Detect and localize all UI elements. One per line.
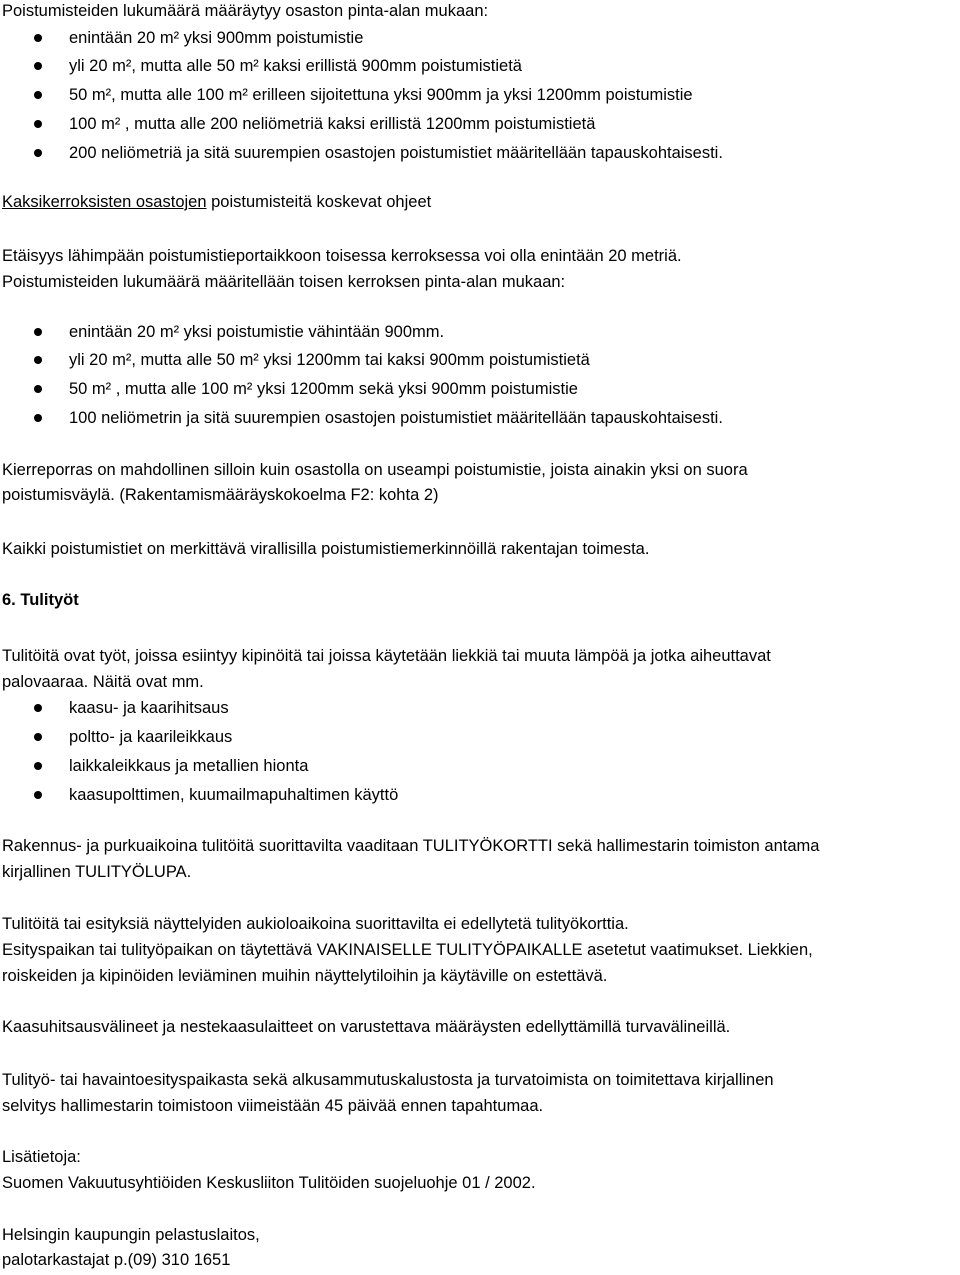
bullet-icon	[34, 91, 42, 99]
list-item: yli 20 m², mutta alle 50 m² kaksi erillistä 900mm poistumistietä	[69, 57, 522, 75]
paragraph-line: palovaaraa. Näitä ovat mm.	[2, 673, 204, 691]
paragraph-line: Rakennus- ja purkuaikoina tulitöitä suorittavilta vaaditaan TULITYÖKORTTI sekä hallimestarin toimiston antama	[2, 837, 820, 855]
section-heading	[2, 192, 431, 212]
bullet-icon	[34, 34, 42, 42]
contact-line: palotarkastajat p.(09) 310 1651	[2, 1251, 231, 1269]
list-item: 100 m² , mutta alle 200 neliömetriä kaksi erillistä 1200mm poistumistietä	[69, 115, 596, 133]
list-item: kaasu- ja kaarihitsaus	[69, 699, 229, 717]
paragraph-line: Tulitöitä ovat työt, joissa esiintyy kipinöitä tai joissa käytetään liekkiä tai muuta lämpöä ja jotka aiheuttavat	[2, 647, 771, 665]
bullet-icon	[34, 149, 42, 157]
list-item: poltto- ja kaarileikkaus	[69, 728, 233, 746]
list-item: enintään 20 m² yksi poistumistie vähintään 900mm.	[69, 323, 445, 341]
paragraph-line: kirjallinen TULITYÖLUPA.	[2, 863, 192, 881]
contact-line: Helsingin kaupungin pelastuslaitos,	[2, 1226, 260, 1244]
bullet-icon	[34, 704, 42, 712]
intro2-text: Poistumisteiden lukumäärä määritellään toisen kerroksen pinta-alan mukaan:	[2, 273, 566, 291]
list-item: yli 20 m², mutta alle 50 m² yksi 1200mm tai kaksi 900mm poistumistietä	[69, 351, 590, 369]
heading-rest: poistumisteitä koskevat ohjeet	[206, 193, 432, 211]
list-item: 50 m² , mutta alle 100 m² yksi 1200mm sekä yksi 900mm poistumistie	[69, 380, 578, 398]
paragraph-line: Tulityö- tai havaintoesityspaikasta sekä alkusammutuskalustosta ja turvatoimista on toimitettava kirjallinen	[2, 1071, 774, 1089]
paragraph-line: poistumisväylä. (Rakentamismääräyskokoelma F2: kohta 2)	[2, 486, 439, 504]
list-item: kaasupolttimen, kuumailmapuhaltimen käyttö	[69, 786, 399, 804]
bullet-icon	[34, 733, 42, 741]
bullet-icon	[34, 62, 42, 70]
paragraph-line: selvitys hallimestarin toimistoon viimeistään 45 päivää ennen tapahtumaa.	[2, 1097, 544, 1115]
bullet-icon	[34, 385, 42, 393]
list-item: 200 neliömetriä ja sitä suurempien osastojen poistumistiet määritellään tapauskohtaisesti.	[69, 144, 723, 162]
list-item: enintään 20 m² yksi 900mm poistumistie	[69, 29, 364, 47]
intro-text: Poistumisteiden lukumäärä määräytyy osaston pinta-alan mukaan:	[2, 2, 489, 20]
bullet-icon	[34, 791, 42, 799]
paragraph-line: Tulitöitä tai esityksiä näyttelyiden aukioloaikoina suorittavilta ei edellytetä tulityökorttia.	[2, 915, 629, 933]
bullet-icon	[34, 328, 42, 336]
list-item: 50 m², mutta alle 100 m² erilleen sijoitettuna yksi 900mm ja yksi 1200mm poistumistie	[69, 86, 693, 104]
distance-text: Etäisyys lähimpään poistumistieportaikkoon toisessa kerroksessa voi olla enintään 20 metriä.	[2, 247, 682, 265]
lisatietoja-label: Lisätietoja:	[2, 1148, 81, 1166]
underlined-heading-part: Kaksikerroksisten osastojen	[2, 193, 207, 211]
bullet-icon	[34, 356, 42, 364]
bullet-icon	[34, 120, 42, 128]
list-item: 100 neliömetrin ja sitä suurempien osastojen poistumistiet määritellään tapauskohtaisesti.	[69, 409, 723, 427]
paragraph-line: Kaasuhitsausvälineet ja nestekaasulaitteet on varustettava määräysten edellyttämillä turvavälineillä.	[2, 1018, 731, 1036]
section-title: 6. Tulityöt	[2, 591, 79, 609]
bullet-icon	[34, 414, 42, 422]
list-item: laikkaleikkaus ja metallien hionta	[69, 757, 309, 775]
reference-text: Suomen Vakuutusyhtiöiden Keskusliiton Tulitöiden suojeluohje 01 / 2002.	[2, 1174, 536, 1192]
paragraph-line: Kierreporras on mahdollinen silloin kuin osastolla on useampi poistumistie, joista ainakin yksi on suora	[2, 461, 748, 479]
paragraph-line: Esityspaikan tai tulityöpaikan on täytettävä VAKINAISELLE TULITYÖPAIKALLE asetetut vaatimukset. Liekkien,	[2, 941, 813, 959]
bullet-icon	[34, 762, 42, 770]
paragraph-line: roiskeiden ja kipinöiden leviäminen muihin näyttelytiloihin ja käytäville on estettävä.	[2, 967, 608, 985]
paragraph-line: Kaikki poistumistiet on merkittävä virallisilla poistumistiemerkinnöillä rakentajan toimesta.	[2, 540, 650, 558]
